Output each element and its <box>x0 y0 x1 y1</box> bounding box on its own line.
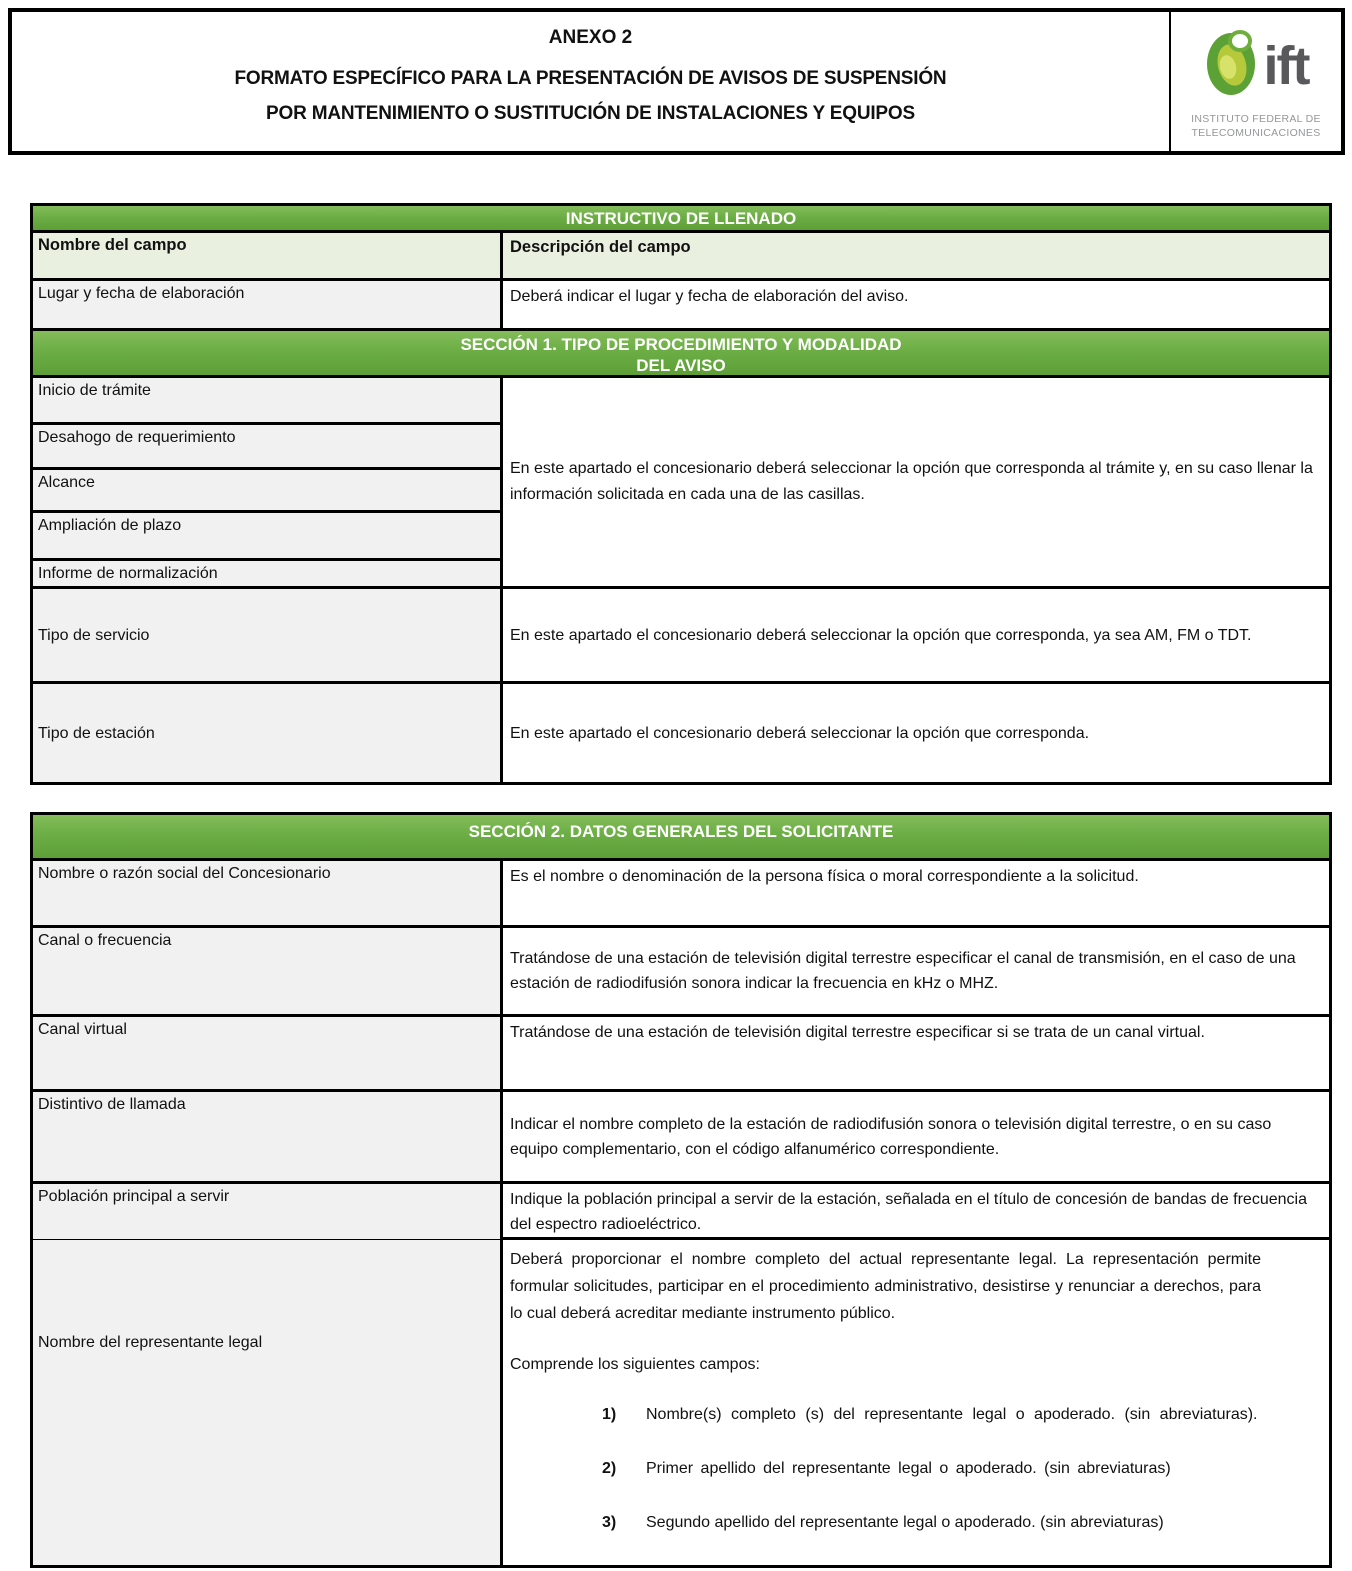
representante-paragraph-2: Comprende los siguientes campos: <box>510 1356 760 1373</box>
table-row-distintivo-de-llamada <box>33 1092 1329 1184</box>
ift-org-line1: INSTITUTO FEDERAL DE <box>1191 113 1321 125</box>
table-row-representante-legal <box>33 1240 1329 1565</box>
ift-org-line2: TELECOMUNICACIONES <box>1191 127 1321 139</box>
field-label-informe-de-normalizacion: Informe de normalización <box>33 561 500 586</box>
field-label: Tipo de estación <box>33 684 503 782</box>
field-description: Deberá indicar el lugar y fecha de elaboración del aviso. <box>510 288 909 305</box>
procedure-labels-column <box>33 378 503 586</box>
field-description <box>503 1240 1329 1565</box>
ift-logo-top <box>1204 27 1309 104</box>
list-item-text: Primer apellido del representante legal o apoderado. (sin abreviaturas) <box>646 1460 1171 1477</box>
section1-title-line1: SECCIÓN 1. TIPO DE PROCEDIMIENTO Y MODALIDAD <box>460 335 902 354</box>
table-row-poblacion-principal <box>33 1184 1329 1240</box>
form-title-line1: FORMATO ESPECÍFICO PARA LA PRESENTACIÓN DE AVISOS DE SUSPENSIÓN <box>234 67 947 89</box>
field-description: En este apartado el concesionario deberá seleccionar la opción que corresponda al trámite y, en su caso llenar la información solicitada en cada una de las casillas. <box>510 460 1313 503</box>
table-row-lugar-y-fecha <box>33 281 1329 331</box>
field-label-ampliacion-de-plazo: Ampliación de plazo <box>33 513 500 561</box>
list-item-number: 1) <box>602 1406 617 1423</box>
procedure-merged-description <box>503 378 1329 586</box>
representante-paragraph-1: Deberá proporcionar el nombre completo del actual representante legal. La representación permite formular solicitudes, participar en el procedimiento administrativo, desistirse y renunciar a derechos, para lo cual deberá acreditar mediante instrumento público. <box>510 1251 1261 1322</box>
document-header <box>8 8 1345 155</box>
column-header-nombre-del-campo: Nombre del campo <box>33 233 503 278</box>
list-item <box>602 1457 1319 1480</box>
field-description <box>503 928 1329 1014</box>
section1-title-line2: DEL AVISO <box>636 356 726 375</box>
ift-wordmark: ift <box>1263 35 1309 96</box>
field-description <box>503 1092 1329 1181</box>
column-header-descripcion-del-campo: Descripción del campo <box>503 233 1329 278</box>
table-row-canal-o-frecuencia <box>33 928 1329 1017</box>
field-label-inicio-de-tramite: Inicio de trámite <box>33 378 500 425</box>
annex-title: ANEXO 2 <box>548 26 633 48</box>
table-row-tipo-de-estacion <box>33 684 1329 782</box>
field-description: Es el nombre o denominación de la persona física o moral correspondiente a la solicitud. <box>510 868 1139 885</box>
field-description-text: En este apartado el concesionario deberá seleccionar la opción que corresponda. <box>510 724 1090 742</box>
list-item-number: 2) <box>602 1460 617 1477</box>
list-item-number: 3) <box>602 1514 617 1531</box>
field-label: Tipo de servicio <box>33 589 503 681</box>
seccion2-table <box>30 812 1332 1568</box>
field-label: Distintivo de llamada <box>33 1092 503 1181</box>
field-description <box>503 589 1329 681</box>
field-description-text: Tratándose de una estación de televisión digital terrestre especificar el canal de transmisión, en el caso de una estación de radiodifusión sonora indicar la frecuencia en kHz o MHZ. <box>510 950 1296 992</box>
field-label-desahogo-de-requerimiento: Desahogo de requerimiento <box>33 425 500 470</box>
representante-numbered-list <box>510 1403 1319 1534</box>
field-description-text: En este apartado el concesionario deberá seleccionar la opción que corresponda, ya sea AM, FM o TDT. <box>510 626 1252 644</box>
table1-title-band: INSTRUCTIVO DE LLENADO <box>33 206 1329 233</box>
instructivo-table <box>30 203 1332 785</box>
table-row-tipo-de-servicio <box>33 589 1329 684</box>
table-row-canal-virtual <box>33 1017 1329 1092</box>
table-row-procedimientos <box>33 378 1329 589</box>
table2-title-band: SECCIÓN 2. DATOS GENERALES DEL SOLICITANTE <box>33 815 1329 861</box>
field-description: Indique la población principal a servir de la estación, señalada en el título de concesión de bandas de frecuencia del espectro radioeléctrico. <box>510 1191 1307 1233</box>
ift-leaf-ring-icon <box>1204 27 1260 104</box>
list-item-text: Nombre(s) completo (s) del representante legal o apoderado. (sin abreviaturas). <box>646 1406 1258 1423</box>
section1-title-band <box>33 331 1329 378</box>
field-label: Canal o frecuencia <box>33 928 503 1014</box>
field-label-alcance: Alcance <box>33 470 500 513</box>
field-label: Lugar y fecha de elaboración <box>33 281 503 328</box>
field-description: Tratándose de una estación de televisión digital terrestre especificar si se trata de un canal virtual. <box>510 1024 1205 1041</box>
list-item <box>602 1511 1319 1534</box>
ift-org-name <box>1191 112 1321 140</box>
table-row-nombre-o-razon-social <box>33 861 1329 928</box>
header-title-cell <box>12 12 1169 151</box>
field-label: Nombre del representante legal <box>33 1240 503 1565</box>
table1-column-header-row <box>33 233 1329 281</box>
field-description-text: Indicar el nombre completo de la estación de radiodifusión sonora o televisión digital terrestre, o en su caso equipo complementario, con el código alfanumérico correspondiente. <box>510 1115 1272 1158</box>
field-label: Nombre o razón social del Concesionario <box>33 861 503 925</box>
ift-logo <box>1169 12 1341 151</box>
list-item <box>602 1403 1319 1426</box>
list-item-text: Segundo apellido del representante legal o apoderado. (sin abreviaturas) <box>646 1514 1164 1531</box>
field-label: Canal virtual <box>33 1017 503 1089</box>
form-title-line2: POR MANTENIMIENTO O SUSTITUCIÓN DE INSTALACIONES Y EQUIPOS <box>266 102 915 124</box>
field-description <box>503 684 1329 782</box>
field-label: Población principal a servir <box>33 1184 503 1239</box>
